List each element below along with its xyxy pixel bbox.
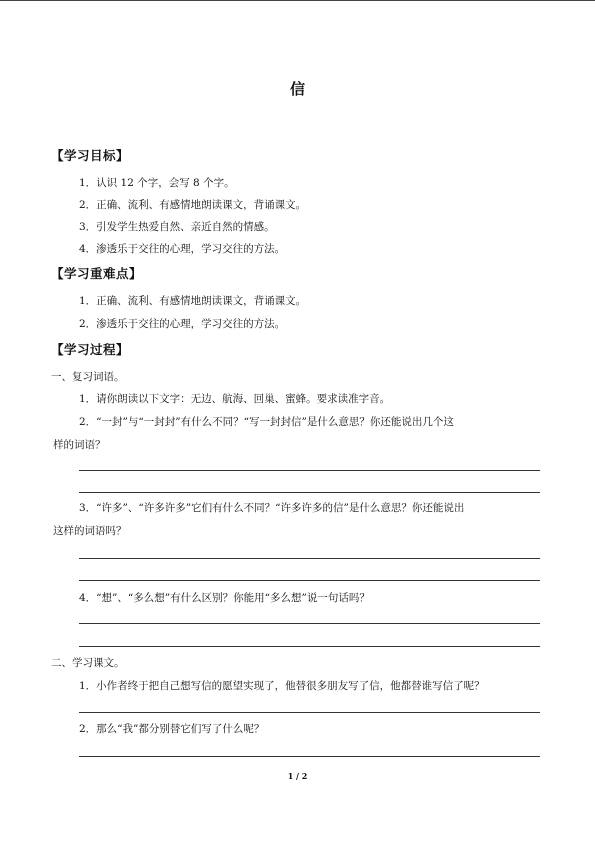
- goal-item: 2．正确、流利、有感情地朗读课文，背诵课文。: [79, 199, 307, 211]
- goal-item: 3．引发学生热爱自然、亲近自然的情感。: [79, 221, 275, 233]
- page-top-border: [0, 0, 595, 1]
- answer-line[interactable]: [79, 646, 540, 647]
- goals-heading: 【学习目标】: [51, 148, 130, 163]
- answer-line[interactable]: [79, 756, 540, 757]
- part2-title: 二、学习课文。: [51, 657, 125, 669]
- goal-item: 1．认识 12 个字，会写 8 个字。: [79, 177, 235, 189]
- key-points-heading: 【学习重难点】: [51, 266, 143, 281]
- goal-item: 4．渗透乐于交往的心理，学习交往的方法。: [79, 243, 286, 255]
- question-3-line2: 这样的词语吗？: [53, 525, 127, 537]
- page-title: 信: [289, 80, 305, 98]
- key-point-item: 2．渗透乐于交往的心理，学习交往的方法。: [79, 318, 286, 330]
- answer-line[interactable]: [79, 558, 540, 559]
- question-5: 1．小作者终于把自己想写信的愿望实现了，他替很多朋友写了信，他都替谁写信了呢？: [79, 680, 485, 692]
- answer-line[interactable]: [79, 492, 540, 493]
- answer-line[interactable]: [79, 712, 540, 713]
- page-number: 1 / 2: [287, 771, 308, 781]
- key-point-item: 1．正确、流利、有感情地朗读课文，背诵课文。: [79, 295, 307, 307]
- question-1: 1．请你朗读以下文字：无边、航海、回巢、蜜蜂。要求读准字音。: [79, 393, 391, 405]
- part1-title: 一、复习词语。: [51, 371, 125, 383]
- question-6: 2．那么“我”都分别替它们写了什么呢？: [79, 723, 265, 735]
- answer-line[interactable]: [79, 623, 540, 624]
- question-4: 4．“想”、“多么想”有什么区别？你能用“多么想”说一句话吗？: [79, 592, 370, 604]
- answer-line[interactable]: [79, 580, 540, 581]
- answer-line[interactable]: [79, 470, 540, 471]
- process-heading: 【学习过程】: [51, 342, 130, 357]
- question-2-line2: 样的词语？: [53, 439, 106, 451]
- question-3-line1: 3．“许多”、“许多许多”它们有什么不同？“许多许多的信”是什么意思？你还能说出: [79, 502, 465, 514]
- question-2-line1: 2．“一封”与“一封封”有什么不同？“写一封封信”是什么意思？你还能说出几个这: [79, 416, 454, 428]
